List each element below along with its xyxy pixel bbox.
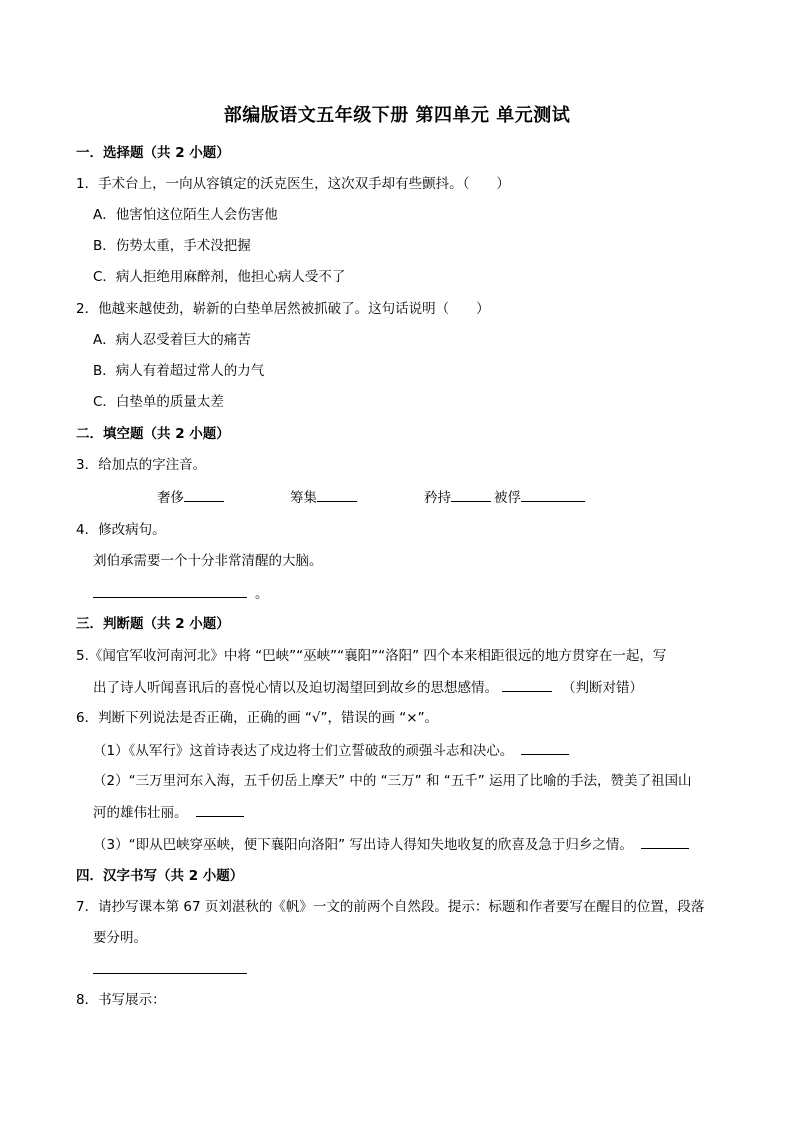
question-6-item-2-text: 河的雄伟壮丽。: [93, 805, 188, 821]
question-6-item-2-line1: （2）“三万里河东入海，五千仞岳上摩天” 中的 “三万” 和 “五千” 运用了比喻的手法，赞美了祖国山: [93, 773, 692, 789]
question-2-stem: 2．他越来越使劲，崭新的白垫单居然被抓破了。这句话说明（ ）: [76, 301, 490, 317]
question-1-option-c: C．病人拒绝用麻醉剂，他担心病人受不了: [93, 269, 346, 285]
question-1-stem: 1．手术台上，一向从容镇定的沃克医生，这次双手却有些颤抖。（ ）: [76, 176, 510, 192]
answer-blank[interactable]: [93, 959, 247, 974]
question-6-item-3-text: （3）“即从巴峡穿巫峡，便下襄阳向洛阳” 写出诗人得知失地收复的欣喜及急于归乡之情。: [93, 837, 633, 853]
question-5-text: 出了诗人听闻喜讯后的喜悦心情以及迫切渴望回到故乡的思想感情。: [93, 680, 498, 696]
answer-blank[interactable]: [641, 834, 689, 849]
question-6-item-3: [93, 834, 689, 855]
question-1-option-b: B．伤势太重，手术没把握: [93, 238, 251, 254]
section-heading-choice: 一．选择题（共 2 小题）: [76, 145, 230, 161]
answer-blank[interactable]: [196, 802, 244, 817]
page-title: 部编版语文五年级下册 第四单元 单元测试: [223, 105, 571, 126]
pinyin-word: 被俘: [494, 490, 521, 506]
question-2-option-c: C．白垫单的质量太差: [93, 394, 224, 410]
section-heading-judge: 三．判断题（共 2 小题）: [76, 616, 230, 632]
pinyin-word: 奢侈: [157, 490, 184, 506]
question-4-sentence: 刘伯承需要一个十分非常清醒的大脑。: [93, 553, 323, 569]
question-2-option-a: A．病人忍受着巨大的痛苦: [93, 332, 251, 348]
answer-blank[interactable]: [317, 487, 357, 502]
question-4-answer-line: [93, 583, 269, 604]
answer-blank[interactable]: [521, 487, 585, 502]
answer-blank[interactable]: [451, 487, 491, 502]
pinyin-item-2: [290, 487, 357, 508]
question-7-line1: 7．请抄写课本第 67 页刘湛秋的《帆》一文的前两个自然段。提示：标题和作者要写在醒目的位置，段落: [76, 899, 705, 915]
question-1-option-a: A．他害怕这位陌生人会伤害他: [93, 207, 278, 223]
section-heading-writing: 四．汉字书写（共 2 小题）: [76, 868, 244, 884]
answer-blank[interactable]: [93, 583, 247, 598]
pinyin-word: 矜持: [424, 490, 451, 506]
pinyin-item-4: [494, 487, 585, 508]
question-6-stem: 6．判断下列说法是否正确，正确的画 “√”，错误的画 “×”。: [76, 710, 439, 726]
question-6-item-1: [93, 740, 569, 761]
pinyin-item-3: [424, 487, 491, 508]
question-7-answer-line: [93, 959, 247, 980]
section-heading-fill: 二．填空题（共 2 小题）: [76, 426, 230, 442]
question-3-stem: 3．给加点的字注音。: [76, 457, 207, 473]
question-5-line1: 5.《闻官军收河南河北》中将 “巴峡”“巫峡”“襄阳”“洛阳” 四个本来相距很远的地方贯穿在一起，写: [76, 648, 667, 664]
pinyin-word: 筹集: [290, 490, 317, 506]
question-7-line2: 要分明。: [93, 930, 147, 946]
answer-blank[interactable]: [502, 677, 552, 692]
question-4-stem: 4．修改病句。: [76, 522, 166, 538]
question-5-line2: [93, 677, 643, 698]
question-2-option-b: B．病人有着超过常人的力气: [93, 363, 265, 379]
answer-blank[interactable]: [184, 487, 224, 502]
question-6-item-2-line2: [93, 802, 244, 823]
period-mark: 。: [255, 586, 269, 602]
question-8-stem: 8．书写展示：: [76, 992, 166, 1008]
question-5-tag: （判断对错）: [562, 680, 643, 696]
answer-blank[interactable]: [521, 740, 569, 755]
pinyin-item-1: [157, 487, 224, 508]
question-6-item-1-text: （1）《从军行》这首诗表达了戍边将士们立誓破敌的顽强斗志和决心。: [93, 743, 514, 759]
